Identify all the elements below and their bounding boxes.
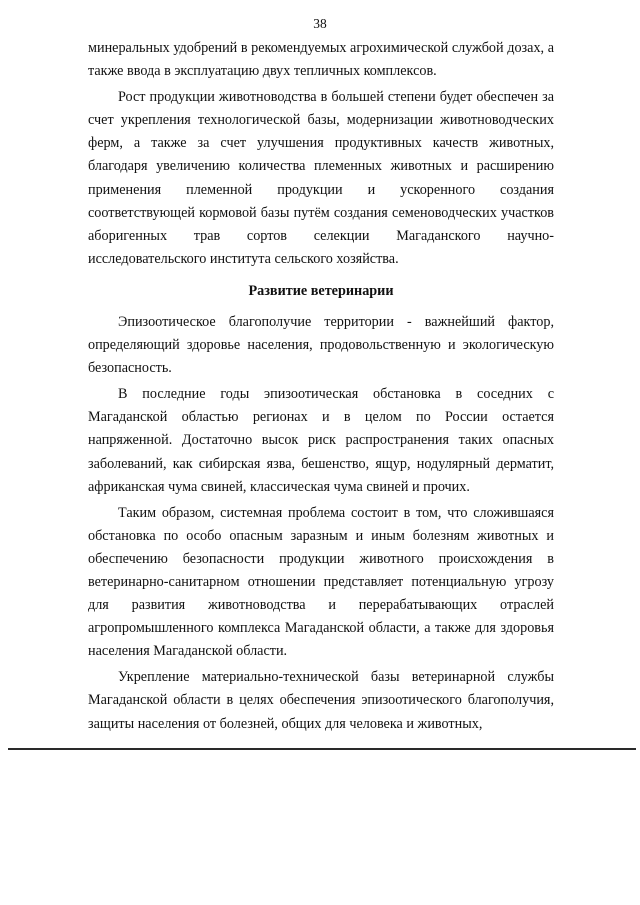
paragraph-epizootic-situation: В последние годы эпизоотическая обстановка в соседних с Магаданской областью регионах и в целом по России остается напряженной. Достаточно высок риск распространения таких опасных заболеваний, как сибирская язва, бешенство, ящур, нодулярный дерматит, африканская чума свиней, классическая чума свиней и прочих. [88,386,554,495]
paragraph-livestock-growth: Рост продукции животноводства в большей степени будет обеспечен за счет укрепления технологической базы, модернизации животноводческих ферм, а также за счет улучшения продуктивных качеств животных, благодаря увеличению количества племенных животных и расширению применения племенной продукции и ускоренного создания соответствующей кормовой базы путём создания семеноводческих участков аборигенных трав сортов селекции Магаданского научно-исследовательского института сельского хозяйства. [88,89,554,267]
page-number: 38 [313,16,327,31]
paragraph-fertilizers: минеральных удобрений в рекомендуемых агрохимической службой дозах, а также ввода в эксплуатацию двух тепличных комплексов. [88,40,554,80]
paragraph-strengthening-base: Укрепление материально-технической базы ветеринарной службы Магаданской области в целях обеспечения эпизоотического благополучия, защиты населения от болезней, общих для человека и животных, [88,669,554,732]
paragraph-epizootic-wellbeing: Эпизоотическое благополучие территории - важнейший фактор, определяющий здоровье населения, продовольственную и экологическую безопасность. [88,313,554,377]
document-body [88,37,554,736]
footer-divider [8,748,636,750]
paragraph-systemic-problem: Таким образом, системная проблема состоит в том, что сложившаяся обстановка по особо опасным заразным и иным болезням животных и обеспечению безопасности продукции животного происхождения в ветеринарно-санитарном отношении представляет потенциальную угрозу для развития животноводства и перерабатывающих отраслей агропромышленного комплекса Магаданской области, а также для здоровья населения Магаданской области. [88,504,554,660]
section-heading-veterinary: Развитие ветеринарии [248,282,394,299]
